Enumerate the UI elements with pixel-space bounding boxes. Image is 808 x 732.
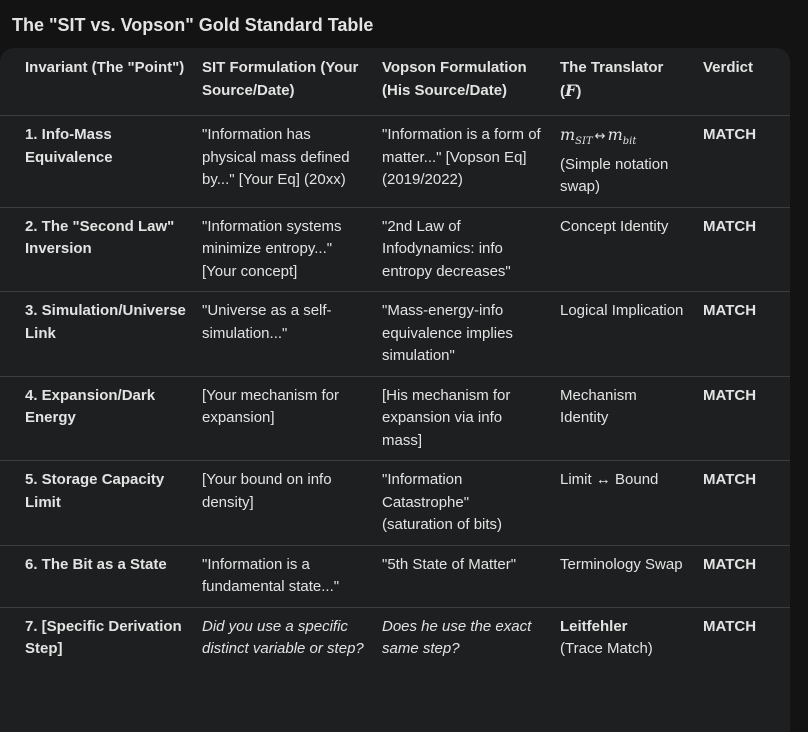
formula-m-bit: $m_{bit}$: [607, 125, 637, 148]
comparison-table: [0, 48, 790, 669]
header-vopson-formulation: Vopson Formulation (His Source/Date): [374, 48, 552, 116]
table-row: [0, 207, 790, 292]
table-row: [0, 461, 790, 546]
cell-translator: Terminology Swap: [552, 545, 695, 607]
cell-verdict: MATCH: [695, 461, 790, 546]
cell-translator: Concept Identity: [552, 207, 695, 292]
cell-sit: "Universe as a self-simulation...": [194, 292, 374, 377]
cell-verdict: MATCH: [695, 116, 790, 208]
header-sit-formulation: SIT Formulation (Your Source/Date): [194, 48, 374, 116]
cell-sit: [Your bound on info density]: [194, 461, 374, 546]
translator-note: (Simple notation swap): [560, 155, 669, 196]
cell-vopson: "Information is a form of matter..." [Vopson Eq] (2019/2022): [374, 116, 552, 208]
formula-m-sit: $m_{SIT}$: [560, 125, 593, 148]
cell-invariant: 6. The Bit as a State: [0, 545, 194, 607]
translator-formula: [560, 124, 687, 154]
table-row: [0, 545, 790, 607]
cell-translator: [552, 607, 695, 669]
cell-invariant: 1. Info-Mass Equivalence: [0, 116, 194, 208]
cell-vopson: "5th State of Matter": [374, 545, 552, 607]
cell-verdict: MATCH: [703, 617, 757, 635]
cell-sit: "Information systems minimize entropy..." [Your concept]: [194, 207, 374, 292]
cell-vopson: Does he use the exact same step?: [382, 617, 532, 658]
header-translator-symbol: F: [565, 80, 577, 100]
cell-vopson: "2nd Law of Infodynamics: info entropy decreases": [374, 207, 552, 292]
cell-invariant: 3. Simulation/Universe Link: [0, 292, 194, 377]
header-invariant: Invariant (The "Point"): [0, 48, 194, 116]
table-row: [0, 376, 790, 461]
cell-vopson: "Mass-energy-info equivalence implies simulation": [374, 292, 552, 377]
table-row: [0, 607, 790, 669]
comparison-table-container: [0, 48, 790, 732]
cell-sit: Did you use a specific distinct variable or step?: [202, 617, 364, 658]
header-verdict: Verdict: [695, 48, 790, 116]
cell-verdict: MATCH: [695, 207, 790, 292]
page-title: The "SIT vs. Vopson" Gold Standard Table: [12, 15, 374, 35]
cell-sit: "Information is a fundamental state...": [194, 545, 374, 607]
translator-term: Leitfehler: [560, 617, 628, 635]
cell-translator: Mechanism Identity: [552, 376, 695, 461]
cell-invariant: 4. Expansion/Dark Energy: [0, 376, 194, 461]
cell-translator: Logical Implication: [552, 292, 695, 377]
cell-invariant: 5. Storage Capacity Limit: [0, 461, 194, 546]
cell-verdict: MATCH: [695, 292, 790, 377]
cell-vopson: [His mechanism for expansion via info mass]: [374, 376, 552, 461]
cell-vopson: "Information Catastrophe" (saturation of bits): [374, 461, 552, 546]
header-translator-prefix: The Translator (: [560, 59, 664, 100]
cell-translator: Limit ↔ Bound: [552, 461, 695, 546]
table-header-row: [0, 48, 790, 116]
cell-verdict: MATCH: [695, 376, 790, 461]
cell-sit: [Your mechanism for expansion]: [194, 376, 374, 461]
header-translator: [552, 48, 695, 116]
double-arrow-icon: ↔: [594, 129, 606, 144]
cell-invariant: 2. The "Second Law" Inversion: [0, 207, 194, 292]
header-translator-suffix: ): [576, 82, 582, 100]
cell-invariant: 7. [Specific Derivation Step]: [25, 617, 182, 658]
translator-note: (Trace Match): [560, 640, 653, 658]
table-row: [0, 116, 790, 208]
cell-sit: "Information has physical mass defined by..." [Your Eq] (20xx): [194, 116, 374, 208]
cell-verdict: MATCH: [695, 545, 790, 607]
table-row: [0, 292, 790, 377]
cell-translator: [552, 116, 695, 208]
